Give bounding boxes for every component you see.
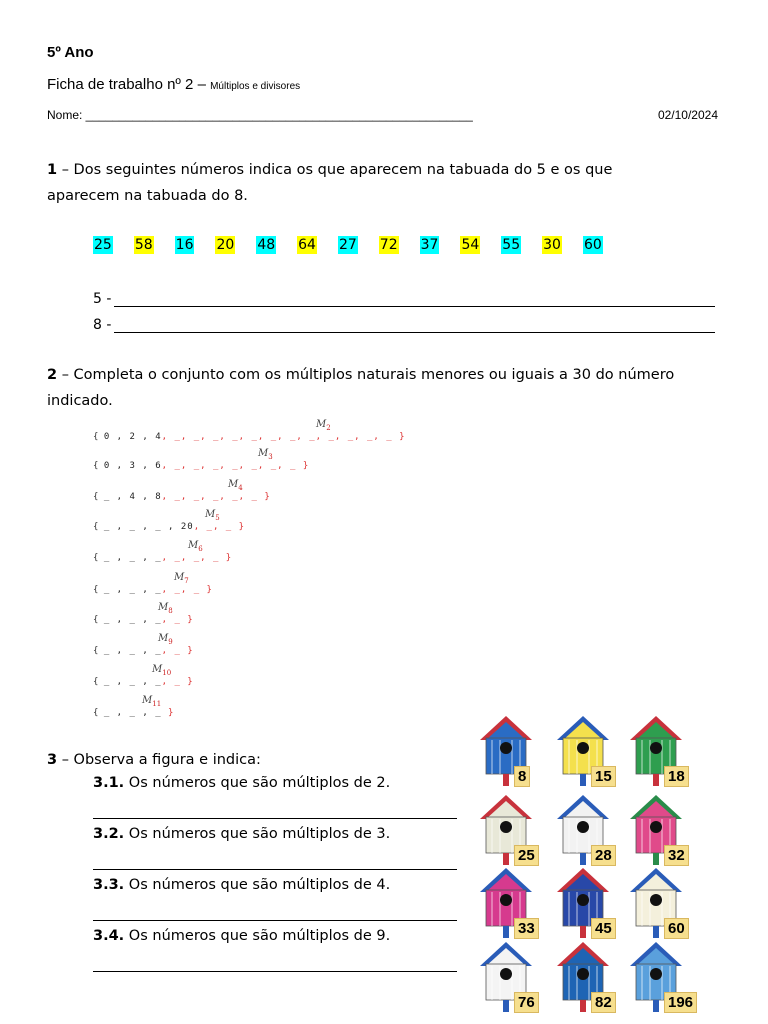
set-label-index: 8 — [168, 607, 173, 615]
question-1-text — [47, 157, 727, 209]
set-label — [174, 572, 189, 585]
question-2-text — [47, 362, 737, 414]
answer-line-8-blank[interactable] — [114, 320, 715, 333]
set-label-m: M — [152, 664, 163, 675]
set-label — [316, 419, 331, 432]
birdhouse — [628, 714, 694, 790]
question-2-line2: indicado. — [47, 393, 113, 409]
question-3-text — [47, 747, 261, 773]
set-values: _ , _ , _ — [103, 615, 162, 625]
birdhouse — [628, 866, 694, 942]
set-label-index: 9 — [168, 638, 173, 646]
set-row[interactable] — [93, 492, 271, 506]
number-chip: 16 — [175, 237, 194, 253]
set-values: _ , 4 , 8 — [103, 492, 162, 502]
set-blanks[interactable]: , _ } — [161, 615, 194, 625]
set-label — [188, 540, 203, 553]
set-blanks[interactable]: } — [161, 708, 175, 718]
set-open-brace: { — [93, 461, 104, 471]
set-blanks[interactable]: , _ } — [161, 646, 194, 656]
question-1-number: 1 — [47, 162, 58, 178]
set-row[interactable] — [93, 522, 245, 536]
answer-line-5-label: 5 - — [93, 291, 112, 307]
set-label — [158, 633, 173, 646]
birdhouse-number: 32 — [664, 845, 689, 866]
birdhouse — [555, 940, 621, 1016]
birdhouse-number: 8 — [514, 766, 530, 787]
set-blanks[interactable]: , _, _, _, _, _, _, _ } — [161, 461, 310, 471]
set-label-m: M — [188, 540, 199, 551]
question-2-line1: – Completa o conjunto com os múltiplos naturais menores ou iguais a 30 do número — [57, 367, 675, 383]
set-open-brace: { — [93, 432, 104, 442]
set-open-brace: { — [93, 585, 104, 595]
number-chip: 30 — [543, 237, 561, 253]
answer-line-8[interactable] — [93, 317, 715, 333]
set-label-index: 6 — [198, 545, 203, 553]
birdhouse-number: 82 — [591, 992, 616, 1013]
set-row[interactable] — [93, 708, 174, 722]
question-2-number: 2 — [47, 367, 58, 383]
worksheet-title — [47, 76, 300, 93]
set-values: _ , _ , _ — [103, 553, 162, 563]
set-label-index: 10 — [162, 669, 172, 677]
birdhouse — [555, 866, 621, 942]
birdhouse-number: 196 — [664, 992, 697, 1013]
number-chip: 48 — [257, 237, 276, 253]
set-label-index: 11 — [152, 700, 162, 708]
birdhouse-number: 25 — [514, 845, 539, 866]
set-label-m: M — [228, 479, 239, 490]
set-label-index: 7 — [184, 577, 189, 585]
question-3-line: – Observa a figura e indica: — [57, 752, 261, 768]
set-open-brace: { — [93, 492, 104, 502]
number-chip: 37 — [420, 237, 439, 253]
set-values: _ , _ , _ — [103, 677, 162, 687]
set-row[interactable] — [93, 646, 194, 660]
question-3-answer-line[interactable] — [93, 971, 457, 972]
set-values: _ , _ , _ — [103, 646, 162, 656]
set-open-brace: { — [93, 522, 104, 532]
set-label — [258, 448, 273, 461]
birdhouse-number: 76 — [514, 992, 539, 1013]
name-field-label[interactable]: Nome: __________________________________________________________ — [47, 108, 473, 122]
birdhouse-number: 45 — [591, 918, 616, 939]
number-chip: 60 — [583, 237, 602, 253]
set-label-m: M — [174, 572, 185, 583]
set-label — [142, 695, 161, 708]
set-label — [205, 509, 220, 522]
set-row[interactable] — [93, 677, 194, 691]
question-3-answer-line[interactable] — [93, 920, 457, 921]
question-3-item-number: 3.1. — [93, 775, 125, 791]
number-chip: 55 — [502, 237, 521, 253]
birdhouse-number: 28 — [591, 845, 616, 866]
set-values: _ , _ , _ , 20 — [103, 522, 194, 532]
set-label — [228, 479, 243, 492]
grade-heading: 5º Ano — [47, 44, 94, 61]
number-list — [93, 236, 624, 254]
birdhouse — [478, 940, 544, 1016]
birdhouse-number: 18 — [664, 766, 689, 787]
set-values: 0 , 3 , 6 — [103, 461, 162, 471]
set-row[interactable] — [93, 553, 232, 567]
set-label-m: M — [158, 633, 169, 644]
set-open-brace: { — [93, 553, 104, 563]
set-label-m: M — [205, 509, 216, 520]
question-3-item-text: Os números que são múltiplos de 9. — [124, 928, 391, 944]
worksheet-title-text: Ficha de trabalho nº 2 – — [47, 76, 206, 93]
answer-line-8-label: 8 - — [93, 317, 112, 333]
number-chip: 64 — [298, 237, 316, 253]
answer-line-5-blank[interactable] — [114, 294, 715, 307]
question-3-item-text: Os números que são múltiplos de 4. — [124, 877, 391, 893]
set-blanks[interactable]: , _, _, _, _, _ } — [161, 492, 271, 502]
question-3-answer-line[interactable] — [93, 869, 457, 870]
number-chip: 72 — [379, 237, 398, 253]
answer-line-5[interactable] — [93, 291, 715, 307]
set-blanks[interactable]: , _, _ } — [193, 522, 246, 532]
birdhouse-number: 33 — [514, 918, 539, 939]
birdhouse — [478, 714, 544, 790]
birdhouse-number: 60 — [664, 918, 689, 939]
set-label-m: M — [142, 695, 153, 706]
number-chip: 54 — [461, 237, 480, 253]
set-row[interactable] — [93, 615, 194, 629]
question-3-answer-line[interactable] — [93, 818, 457, 819]
question-3-item-text: Os números que são múltiplos de 2. — [124, 775, 391, 791]
set-open-brace: { — [93, 615, 104, 625]
worksheet-subtitle: Múltiplos e divisores — [210, 81, 301, 92]
set-open-brace: { — [93, 646, 104, 656]
question-3-item — [93, 826, 390, 842]
set-label-index: 5 — [215, 514, 220, 522]
set-label — [158, 602, 173, 615]
set-blanks[interactable]: , _, _ } — [161, 585, 213, 595]
set-label-index: 4 — [238, 484, 243, 492]
set-row[interactable] — [93, 432, 406, 446]
set-row[interactable] — [93, 461, 309, 475]
birdhouse-number: 15 — [591, 766, 616, 787]
question-3-item-text: Os números que são múltiplos de 3. — [124, 826, 391, 842]
set-values: 0 , 2 , 4 — [103, 432, 162, 442]
set-label — [152, 664, 171, 677]
number-chip: 20 — [216, 237, 235, 253]
number-chip: 58 — [134, 237, 153, 253]
birdhouse — [555, 793, 621, 869]
question-3-item — [93, 877, 390, 893]
set-label-m: M — [158, 602, 169, 613]
birdhouse — [628, 793, 694, 869]
number-chip: 27 — [338, 237, 357, 253]
birdhouse — [555, 714, 621, 790]
question-1-line2: aparecem na tabuada do 8. — [47, 188, 248, 204]
birdhouse — [478, 793, 544, 869]
question-3-item — [93, 928, 390, 944]
set-label-m: M — [316, 419, 327, 430]
question-3-item-number: 3.4. — [93, 928, 125, 944]
question-3-number: 3 — [47, 752, 58, 768]
date-label: 02/10/2024 — [657, 108, 718, 122]
question-3-item-number: 3.3. — [93, 877, 125, 893]
question-1-line1: – Dos seguintes números indica os que aparecem na tabuada do 5 e os que — [57, 162, 613, 178]
set-open-brace: { — [93, 708, 104, 718]
question-3-item-number: 3.2. — [93, 826, 125, 842]
set-label-index: 3 — [268, 453, 273, 461]
number-chip: 25 — [94, 237, 112, 253]
set-values: _ , _ , _ — [103, 708, 162, 718]
set-blanks[interactable]: , _ } — [161, 677, 194, 687]
birdhouse — [628, 940, 694, 1016]
set-values: _ , _ , _ — [103, 585, 162, 595]
set-blanks[interactable]: , _, _, _ } — [161, 553, 233, 563]
set-label-index: 2 — [326, 424, 331, 432]
question-3-item — [93, 775, 390, 791]
birdhouse — [478, 866, 544, 942]
set-open-brace: { — [93, 677, 104, 687]
set-row[interactable] — [93, 585, 213, 599]
set-label-m: M — [258, 448, 269, 459]
set-blanks[interactable]: , _, _, _, _, _, _, _, _, _, _, _, _ } — [161, 432, 406, 442]
